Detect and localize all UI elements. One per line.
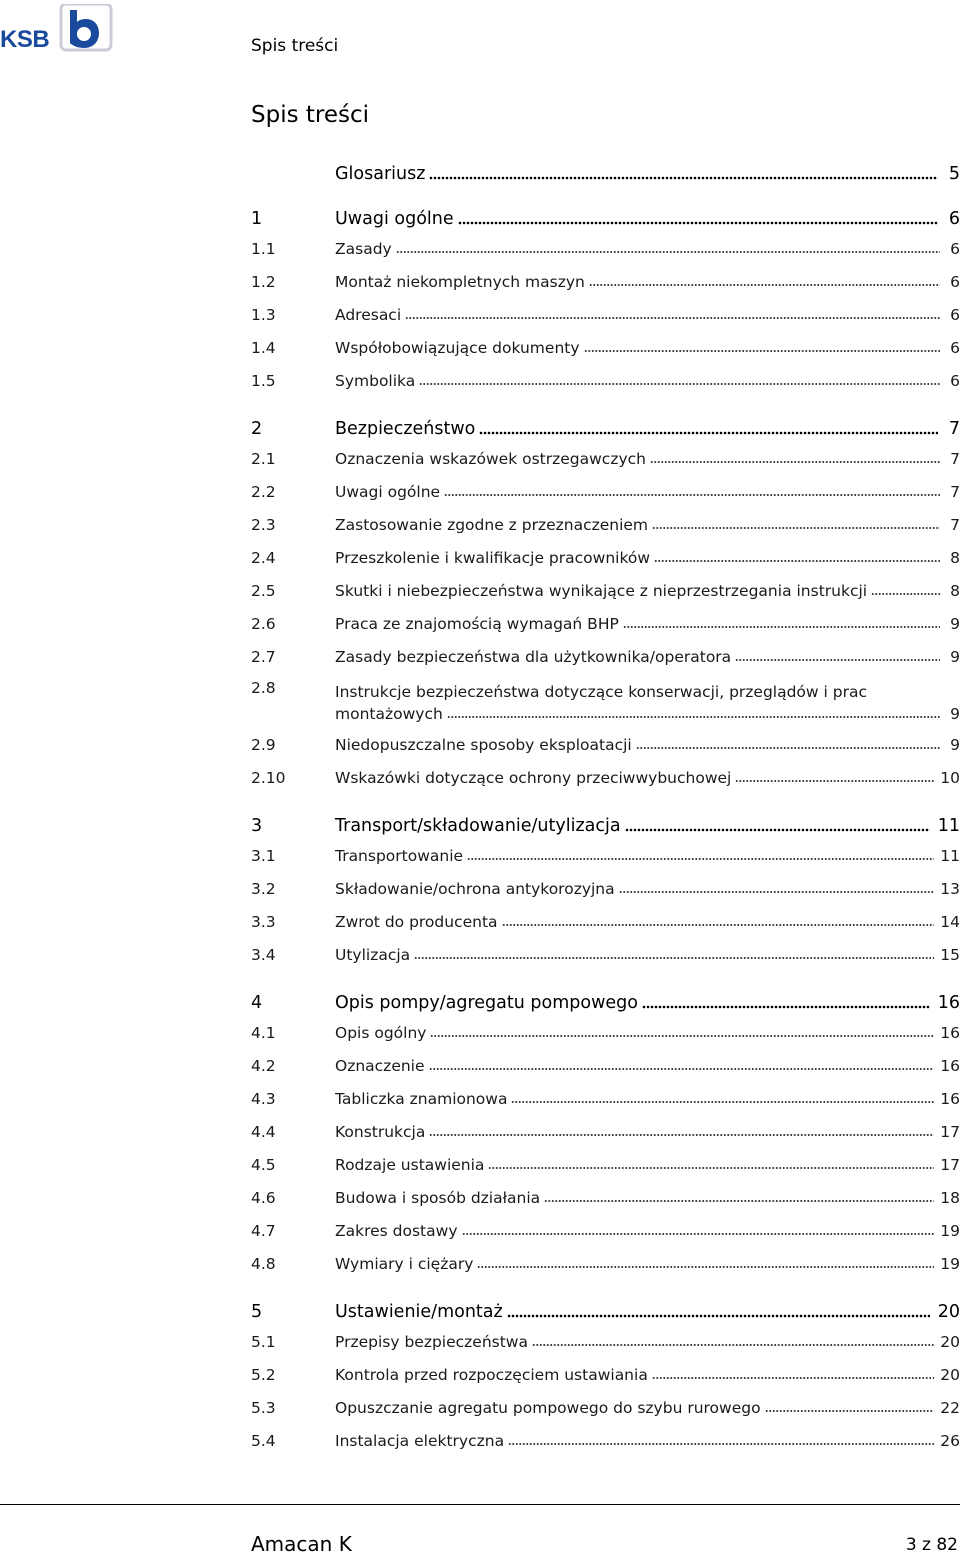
toc-number: 2.10 (251, 769, 286, 787)
toc-number: 2.4 (251, 549, 276, 567)
toc-title: Budowa i sposób działania (335, 1189, 541, 1207)
toc-number: 3.2 (251, 880, 276, 898)
toc-number: 5.1 (251, 1333, 276, 1351)
toc-number: 4.6 (251, 1189, 276, 1207)
toc-page-number: 16 (940, 1090, 960, 1108)
toc-number: 3 (251, 816, 263, 836)
toc-number: 5.2 (251, 1366, 276, 1384)
toc-title: Rodzaje ustawienia (335, 1156, 485, 1174)
toc-page-number: 19 (940, 1222, 960, 1240)
toc-title: Tabliczka znamionowa (335, 1090, 508, 1108)
toc-section-row[interactable] (251, 448, 960, 468)
toc-page-number: 17 (940, 1123, 960, 1141)
toc-page-number: 22 (940, 1399, 960, 1417)
toc-chapter-row[interactable] (251, 205, 960, 229)
toc-number: 3.3 (251, 913, 276, 931)
toc-leader-dots (414, 956, 934, 960)
toc-title: Transportowanie (335, 847, 464, 865)
toc-page-number: 6 (950, 339, 960, 357)
toc-leader-dots (584, 349, 940, 353)
toc-section-row[interactable] (251, 514, 960, 534)
toc-section-row[interactable] (251, 1121, 960, 1141)
toc-leader-dots (405, 316, 940, 320)
toc-title: Składowanie/ochrona antykorozyjna (335, 880, 615, 898)
toc-section-row[interactable] (251, 481, 960, 501)
toc-title: Bezpieczeństwo (335, 419, 476, 439)
toc-section-row[interactable] (251, 911, 960, 931)
toc-title: Skutki i niebezpieczeństwa wynikające z nieprzestrzegania instrukcji (335, 582, 868, 600)
toc-number: 2.7 (251, 648, 276, 666)
toc-leader-dots (589, 283, 940, 287)
toc-page-number: 19 (940, 1255, 960, 1273)
toc-page-number: 18 (940, 1189, 960, 1207)
toc-number: 2.3 (251, 516, 276, 534)
toc-page-number: 8 (950, 582, 960, 600)
toc-page-number: 26 (940, 1432, 960, 1450)
toc-page-number: 17 (940, 1156, 960, 1174)
toc-title: Montaż niekompletnych maszyn (335, 273, 585, 291)
toc-section-row[interactable] (251, 1154, 960, 1174)
toc-number: 3.4 (251, 946, 276, 964)
toc-title: Opis pompy/agregatu pompowego (335, 993, 638, 1013)
toc-page-number: 16 (940, 1057, 960, 1075)
toc-section-row[interactable] (251, 370, 960, 390)
toc-title: Kontrola przed rozpoczęciem ustawiania (335, 1366, 648, 1384)
footer-product-name: Amacan K (251, 1532, 352, 1556)
toc-number: 1.4 (251, 339, 276, 357)
toc-section-row[interactable] (251, 1430, 960, 1450)
toc-title: Niedopuszczalne sposoby eksploatacji (335, 736, 632, 754)
toc-leader-dots (652, 526, 940, 530)
toc-leader-dots (507, 1314, 930, 1318)
toc-number: 2 (251, 419, 263, 439)
toc-number: 2.2 (251, 483, 276, 501)
toc-leader-dots (502, 923, 935, 927)
toc-leader-dots (625, 828, 930, 832)
toc-leader-dots (654, 559, 940, 563)
toc-title: Przepisy bezpieczeństwa (335, 1333, 528, 1351)
toc-page-number: 10 (940, 769, 960, 787)
toc-section-row[interactable] (251, 878, 960, 898)
toc-leader-dots (462, 1232, 935, 1236)
toc-page-number: 6 (948, 209, 960, 229)
toc-title: Praca ze znajomością wymagań BHP (335, 615, 619, 633)
toc-page-number: 16 (940, 1024, 960, 1042)
toc-leader-dots (532, 1343, 934, 1347)
toc-number: 2.9 (251, 736, 276, 754)
toc-leader-dots (447, 715, 940, 719)
logo-text: KSB (0, 26, 50, 53)
toc-section-row[interactable] (251, 944, 960, 964)
toc-number: 4.2 (251, 1057, 276, 1075)
toc-page-number: 7 (950, 516, 960, 534)
toc-section-row[interactable] (251, 1331, 960, 1351)
toc-number: 3.1 (251, 847, 276, 865)
toc-section-row[interactable] (251, 613, 960, 633)
toc-leader-dots (619, 890, 935, 894)
toc-page-number: 6 (950, 372, 960, 390)
toc-page-number: 20 (937, 1302, 960, 1322)
toc-title: Oznaczenia wskazówek ostrzegawczych (335, 450, 646, 468)
toc-title: Zasady bezpieczeństwa dla użytkownika/operatora (335, 648, 732, 666)
toc-page-number: 5 (948, 164, 960, 184)
toc-number: 4.5 (251, 1156, 276, 1174)
toc-number: 4.1 (251, 1024, 276, 1042)
toc-leader-dots (430, 1034, 934, 1038)
toc-number: 5.3 (251, 1399, 276, 1417)
toc-title: Wymiary i ciężary (335, 1255, 474, 1273)
toc-title: Symbolika (335, 372, 416, 390)
toc-leader-dots (735, 658, 940, 662)
toc-number: 2.5 (251, 582, 276, 600)
toc-number: 1.5 (251, 372, 276, 390)
toc-number: 4.8 (251, 1255, 276, 1273)
toc-page-number: 7 (950, 450, 960, 468)
toc-section-row[interactable] (251, 767, 960, 787)
toc-title: Glosariusz (335, 164, 426, 184)
toc-leader-dots (642, 1005, 930, 1009)
toc-page-number: 7 (948, 419, 960, 439)
toc-section-row[interactable] (251, 679, 960, 723)
toc-title: Instalacja elektryczna (335, 1432, 505, 1450)
toc-leader-dots (477, 1265, 934, 1269)
toc-title: Współobowiązujące dokumenty (335, 339, 580, 357)
toc-page-number: 9 (950, 736, 960, 754)
toc-number: 1.3 (251, 306, 276, 324)
toc-page-number: 6 (950, 306, 960, 324)
toc-page-number: 14 (940, 913, 960, 931)
toc-title: Konstrukcja (335, 1123, 426, 1141)
toc-title: Zakres dostawy (335, 1222, 458, 1240)
toc-leader-dots (735, 779, 934, 783)
toc-section-row[interactable] (251, 580, 960, 600)
toc-number: 5.4 (251, 1432, 276, 1450)
toc-number: 2.8 (251, 679, 276, 697)
toc-page-number: 7 (950, 483, 960, 501)
toc-page-number: 6 (950, 240, 960, 258)
toc-section-row[interactable] (251, 337, 960, 357)
toc-section-row[interactable] (251, 1022, 960, 1042)
toc-number: 4.7 (251, 1222, 276, 1240)
toc-leader-dots (636, 746, 940, 750)
toc-number: 4 (251, 993, 263, 1013)
toc-section-row[interactable] (251, 734, 960, 754)
toc-leader-dots (458, 221, 938, 225)
toc-leader-dots (544, 1199, 934, 1203)
toc-title: Zastosowanie zgodne z przeznaczeniem (335, 516, 649, 534)
toc-chapter-row[interactable] (251, 160, 960, 184)
toc-leader-dots (467, 857, 934, 861)
toc-page-number: 15 (940, 946, 960, 964)
toc-leader-dots (396, 250, 940, 254)
toc-leader-dots (479, 431, 938, 435)
toc-chapter-row[interactable] (251, 1298, 960, 1322)
toc-page-number: 13 (940, 880, 960, 898)
toc-leader-dots (488, 1166, 934, 1170)
toc-page-number: 11 (940, 847, 960, 865)
toc-page-number: 6 (950, 273, 960, 291)
toc-section-row[interactable] (251, 304, 960, 324)
toc-section-row[interactable] (251, 1055, 960, 1075)
running-header: Spis treści (251, 36, 339, 56)
toc-title: Opis ogólny (335, 1024, 427, 1042)
toc-title: Zasady (335, 240, 392, 258)
toc-page-number: 9 (950, 615, 960, 633)
toc-title: montażowych (335, 705, 443, 723)
toc-leader-dots (765, 1409, 935, 1413)
toc-leader-dots (871, 592, 940, 596)
toc-page-number: 8 (950, 549, 960, 567)
toc-title: Uwagi ogólne (335, 209, 454, 229)
toc-page-number: 20 (940, 1366, 960, 1384)
footer-divider (0, 1504, 960, 1505)
toc-section-row[interactable] (251, 238, 960, 258)
toc-chapter-row[interactable] (251, 989, 960, 1013)
toc-page-number: 9 (950, 705, 960, 723)
toc-number: 2.6 (251, 615, 276, 633)
toc-title: Zwrot do producenta (335, 913, 498, 931)
toc-page-number: 9 (950, 648, 960, 666)
toc-number: 1.1 (251, 240, 276, 258)
toc-title: Przeszkolenie i kwalifikacje pracowników (335, 549, 651, 567)
toc-section-row[interactable] (251, 1364, 960, 1384)
toc-title: Transport/składowanie/utylizacja (335, 816, 621, 836)
toc-title: Ustawienie/montaż (335, 1302, 503, 1322)
toc-section-row[interactable] (251, 845, 960, 865)
footer-page-number: 3 z 82 (905, 1535, 958, 1555)
toc-title: Uwagi ogólne (335, 483, 441, 501)
toc-leader-dots (652, 1376, 934, 1380)
toc-section-row[interactable] (251, 1088, 960, 1108)
toc-leader-dots (429, 1067, 935, 1071)
toc-number: 5 (251, 1302, 263, 1322)
toc-chapter-row[interactable] (251, 812, 960, 836)
toc-section-row[interactable] (251, 1253, 960, 1273)
toc-title: Oznaczenie (335, 1057, 425, 1075)
toc-number: 1 (251, 209, 263, 229)
toc-section-row[interactable] (251, 1397, 960, 1417)
toc-title: Adresaci (335, 306, 402, 324)
toc-leader-dots (444, 493, 940, 497)
toc-section-row[interactable] (251, 271, 960, 291)
toc-number: 4.3 (251, 1090, 276, 1108)
toc-title: Wskazówki dotyczące ochrony przeciwwybuchowej (335, 769, 732, 787)
toc-leader-dots (429, 176, 938, 180)
toc-leader-dots (623, 625, 940, 629)
toc-page-number: 16 (937, 993, 960, 1013)
toc-leader-dots (650, 460, 940, 464)
toc-section-row[interactable] (251, 1187, 960, 1207)
toc-chapter-row[interactable] (251, 415, 960, 439)
toc-title-line1: Instrukcje bezpieczeństwa dotyczące konserwacji, przeglądów i prac (335, 683, 867, 701)
toc-leader-dots (429, 1133, 934, 1137)
toc-section-row[interactable] (251, 646, 960, 666)
toc-leader-dots (511, 1100, 934, 1104)
toc-number: 4.4 (251, 1123, 276, 1141)
toc-section-row[interactable] (251, 547, 960, 567)
page-title: Spis treści (251, 102, 370, 128)
toc-title: Opuszczanie agregatu pompowego do szybu rurowego (335, 1399, 761, 1417)
toc-number: 1.2 (251, 273, 276, 291)
toc-page-number: 20 (940, 1333, 960, 1351)
toc-number: 2.1 (251, 450, 276, 468)
toc-leader-dots (419, 382, 940, 386)
toc-section-row[interactable] (251, 1220, 960, 1240)
toc-title: Utylizacja (335, 946, 411, 964)
toc-page-number: 11 (937, 816, 960, 836)
toc-leader-dots (508, 1442, 934, 1446)
